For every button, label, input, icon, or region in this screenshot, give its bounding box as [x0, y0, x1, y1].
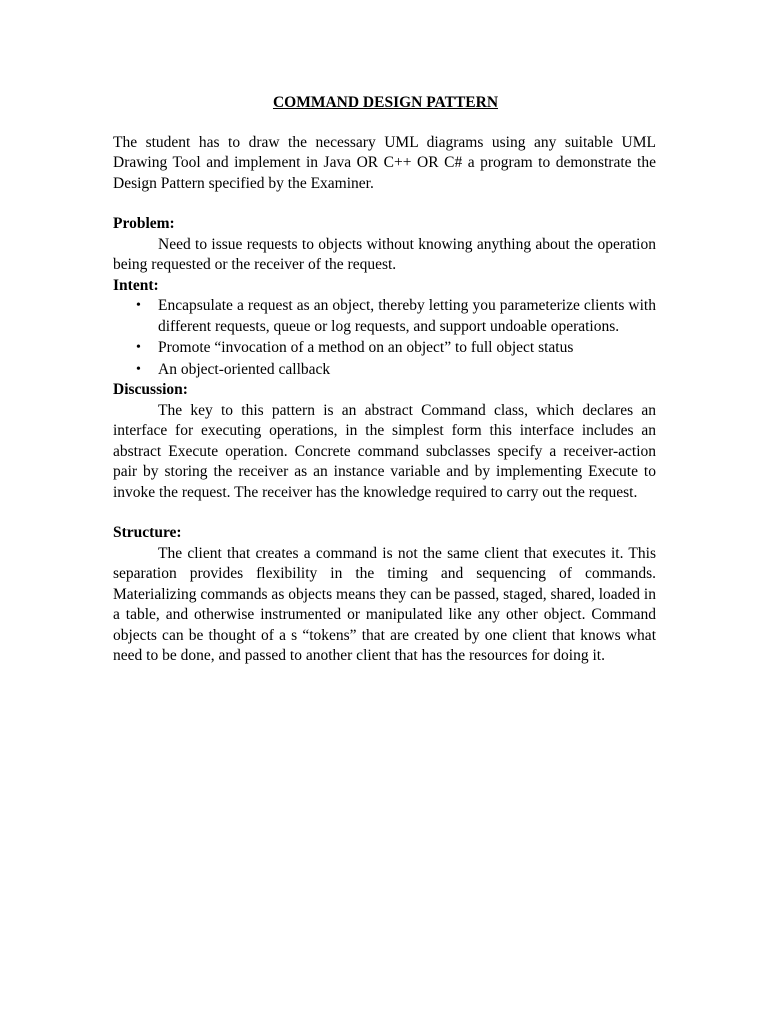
intent-list [113, 296, 656, 380]
list-item-text: Encapsulate a request as an object, thereby letting you parameterize clients with different requests, queue or log requests, and support undoable operations. [158, 297, 656, 335]
bullet-icon: • [136, 361, 141, 377]
list-item-text: An object-oriented callback [158, 360, 331, 378]
page-title: COMMAND DESIGN PATTERN [272, 94, 499, 111]
list-item [113, 360, 656, 381]
spacer [113, 194, 656, 214]
problem-paragraph: Need to issue requests to objects without knowing anything about the operation being requested or the receiver of the request. [113, 235, 656, 273]
problem-heading: Problem: [113, 215, 175, 232]
intro-paragraph: The student has to draw the necessary UML diagrams using any suitable UML Drawing Tool and implement in Java OR C++ OR C# a program to demonstrate the Design Pattern specified by the Examiner. [113, 133, 656, 192]
list-item [113, 338, 656, 359]
spacer [113, 503, 656, 523]
discussion-paragraph: The key to this pattern is an abstract Command class, which declares an interface for executing operations, in the simplest form this interface includes an abstract Execute operation. Concrete command subclasses specify a receiver-action pair by storing the receiver as an instance variable and by implementing Execute to invoke the request. The receiver has the knowledge required to carry out the request. [113, 401, 656, 501]
discussion-heading: Discussion: [113, 381, 188, 398]
intent-heading: Intent: [113, 276, 159, 294]
list-item [113, 296, 656, 337]
bullet-icon: • [136, 298, 141, 313]
document-body [113, 93, 656, 667]
structure-paragraph: The client that creates a command is not the same client that executes it. This separation provides flexibility in the timing and sequencing of commands. Materializing commands as objects means they can be passed, staged, shared, loaded in a table, and otherwise instrumented or manipulated like any other object. Command objects can be thought of a s “tokens” that are created by one client that knows what need to be done, and passed to another client that has the resources for doing it. [113, 544, 656, 664]
list-item-text: Promote “invocation of a method on an object” to full object status [158, 339, 574, 356]
structure-heading: Structure: [113, 524, 182, 541]
bullet-icon: • [136, 340, 141, 355]
